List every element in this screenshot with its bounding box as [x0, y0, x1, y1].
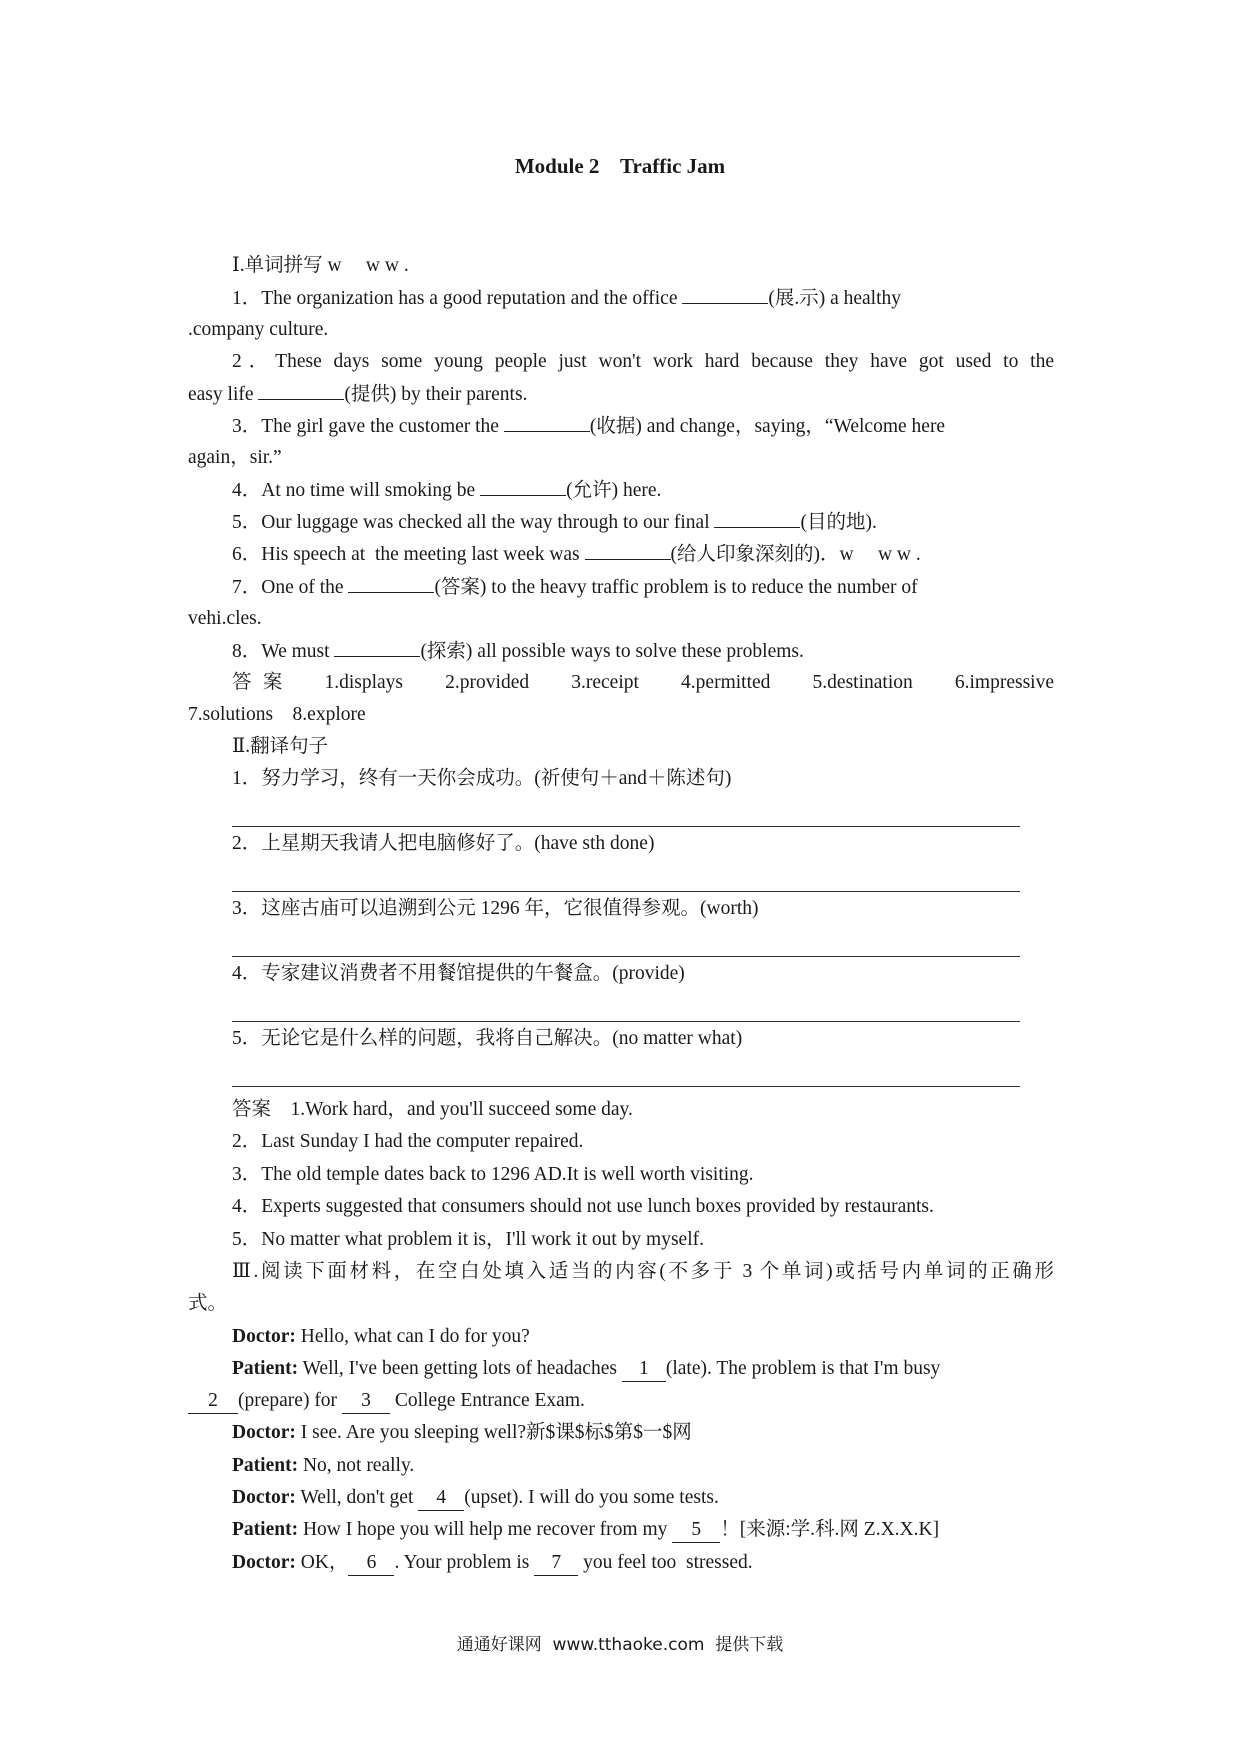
question-6: 6．His speech at the meeting last week was (给人印象深刻的)．w w w . [232, 544, 921, 565]
translate-item-1: 1．努力学习，终有一天你会成功。(祈使句＋and＋陈述句) [232, 768, 732, 789]
answer-blank [714, 510, 800, 528]
section3-heading-cont: 式。 [188, 1293, 228, 1314]
answer-blank [585, 542, 671, 560]
answer-blank [334, 639, 420, 657]
dialogue-line-4: Patient: No, not really. [232, 1455, 415, 1476]
question-3: 3．The girl gave the customer the (收据) and change，saying，“Welcome here [232, 416, 946, 437]
dialogue-line-1: Doctor: Hello, what can I do for you? [232, 1326, 530, 1347]
dialogue-line-7: Doctor: OK， 6 . Your problem is 7 you feel too stressed. [232, 1551, 753, 1576]
question-1: 1．The organization has a good reputation and the office (展.示) a healthy [232, 288, 902, 309]
answer-line [232, 826, 1020, 827]
blank-1: 1 [622, 1357, 666, 1382]
section3-heading: Ⅲ.阅读下面材料，在空白处填入适当的内容(不多于 3 个单词)或括号内单词的正确形 [232, 1261, 1054, 1282]
answer-blank [504, 414, 590, 432]
page-title: Module 2 Traffic Jam [514, 154, 726, 178]
section1-answers: 答案 1.displays 2.provided 3.receipt 4.permitted 5.destination 6.impressive [232, 672, 1054, 693]
section2-heading: Ⅱ.翻译句子 [232, 736, 329, 757]
dialogue-line-6: Patient: How I hope you will help me recover from my 5 ！[来源:学.科.网 Z.X.X.K] [232, 1518, 939, 1543]
blank-7: 7 [534, 1551, 578, 1576]
answer-line [232, 891, 1020, 892]
question-2-cont: easy life (提供) by their parents. [188, 384, 528, 405]
dialogue-line-2: Patient: Well, I've been getting lots of headaches 1 (late). The problem is that I'm busy [232, 1357, 940, 1382]
blank-5: 5 [672, 1518, 720, 1543]
dialogue-line-3: Doctor: I see. Are you sleeping well?新$课$标$第$一$网 [232, 1422, 692, 1443]
answer-blank [258, 382, 344, 400]
answer-line [232, 1086, 1020, 1087]
dialogue-line-5: Doctor: Well, don't get 4 (upset). I will do you some tests. [232, 1486, 719, 1511]
answer-line [232, 1021, 1020, 1022]
blank-6: 6 [348, 1551, 394, 1576]
question-4: 4．At no time will smoking be (允许) here. [232, 480, 662, 501]
question-3-cont: again，sir.” [188, 447, 282, 468]
dialogue-line-2-cont: 2 (prepare) for 3 College Entrance Exam. [188, 1389, 585, 1414]
blank-3: 3 [342, 1389, 390, 1414]
question-1-cont: .company culture. [188, 319, 329, 340]
translate-answer-3: 3．The old temple dates back to 1296 AD.It is well worth visiting. [232, 1164, 754, 1185]
question-8: 8．We must (探索) all possible ways to solve these problems. [232, 641, 804, 662]
translate-answer-1: 答案 1.Work hard，and you'll succeed some day. [232, 1099, 633, 1120]
question-5: 5．Our luggage was checked all the way through to our final (目的地). [232, 512, 877, 533]
answer-blank [348, 575, 434, 593]
translate-item-3: 3．这座古庙可以追溯到公元 1296 年，它很值得参观。(worth) [232, 898, 759, 919]
answer-blank [480, 478, 566, 496]
answer-line [232, 956, 1020, 957]
section1-answers-cont: 7.solutions 8.explore [188, 704, 366, 725]
page-footer: 通通好课网 www.tthaoke.com 提供下载 [456, 1635, 784, 1655]
translate-item-4: 4．专家建议消费者不用餐馆提供的午餐盒。(provide) [232, 963, 685, 984]
translate-item-2: 2．上星期天我请人把电脑修好了。(have sth done) [232, 833, 655, 854]
answer-blank [682, 286, 768, 304]
translate-answer-4: 4．Experts suggested that consumers should not use lunch boxes provided by restaurants. [232, 1196, 934, 1217]
question-7: 7．One of the (答案) to the heavy traffic problem is to reduce the number of [232, 577, 918, 598]
question-2: 2．These days some young people just won't work hard because they have got used to the [232, 351, 1054, 372]
translate-item-5: 5．无论它是什么样的问题，我将自己解决。(no matter what) [232, 1028, 743, 1049]
section1-heading: Ⅰ.单词拼写 w w w . [232, 255, 409, 276]
translate-answer-2: 2．Last Sunday I had the computer repaired. [232, 1131, 584, 1152]
blank-4: 4 [418, 1486, 464, 1511]
blank-2: 2 [188, 1389, 238, 1414]
question-7-cont: vehi.cles. [188, 608, 262, 629]
translate-answer-5: 5．No matter what problem it is，I'll work it out by myself. [232, 1229, 704, 1250]
